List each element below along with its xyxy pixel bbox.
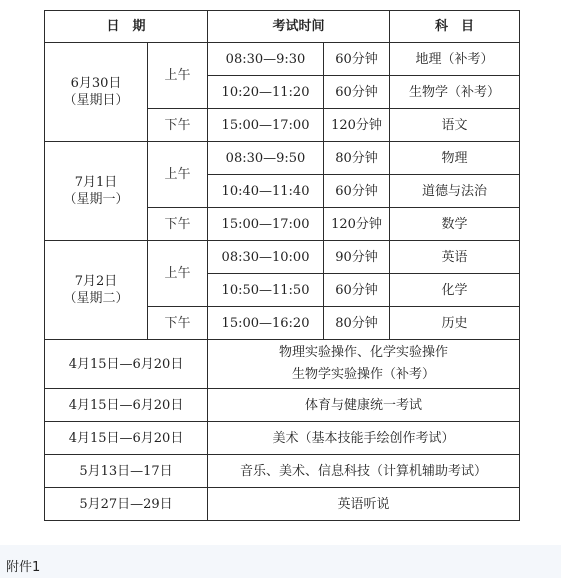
- exam-time: 15:00—17:00: [208, 109, 324, 142]
- table-row: [45, 488, 520, 521]
- table-row: [45, 389, 520, 422]
- exam-subject: 历史: [390, 307, 520, 340]
- exam-subject: 数学: [390, 208, 520, 241]
- exam-subject: 物理: [390, 142, 520, 175]
- table-row: [45, 241, 520, 274]
- exam-subject: 生物学（补考）: [390, 76, 520, 109]
- pm-label: 下午: [148, 208, 208, 241]
- exam-duration: 80分钟: [324, 142, 390, 175]
- exam-duration: 120分钟: [324, 109, 390, 142]
- special-range: 4月15日—6月20日: [45, 422, 208, 455]
- special-range: 4月15日—6月20日: [45, 340, 208, 389]
- day-weekday: （星期日）: [63, 93, 129, 108]
- exam-schedule-table: [44, 10, 520, 521]
- exam-time: 10:20—11:20: [208, 76, 324, 109]
- table-row: [45, 455, 520, 488]
- day-weekday: （星期二）: [63, 291, 129, 306]
- exam-duration: 90分钟: [324, 241, 390, 274]
- day-cell: [45, 142, 148, 241]
- day-date: 6月30日: [70, 76, 122, 91]
- exam-duration: 60分钟: [324, 274, 390, 307]
- exam-subject: 语文: [390, 109, 520, 142]
- exam-duration: 120分钟: [324, 208, 390, 241]
- exam-duration: 80分钟: [324, 307, 390, 340]
- day-weekday: （星期一）: [63, 192, 129, 207]
- am-label: 上午: [148, 241, 208, 307]
- exam-time: 08:30—9:50: [208, 142, 324, 175]
- am-label: 上午: [148, 142, 208, 208]
- exam-time: 10:40—11:40: [208, 175, 324, 208]
- exam-time: 15:00—16:20: [208, 307, 324, 340]
- table-row: [45, 142, 520, 175]
- pm-label: 下午: [148, 307, 208, 340]
- table-row: [45, 340, 520, 389]
- special-range: 5月13日—17日: [45, 455, 208, 488]
- header-row: [45, 11, 520, 43]
- day-cell: [45, 43, 148, 142]
- header-time: 考试时间: [208, 11, 390, 43]
- header-subject: 科 目: [390, 11, 520, 43]
- exam-subject: 英语: [390, 241, 520, 274]
- exam-subject: 道德与法治: [390, 175, 520, 208]
- exam-duration: 60分钟: [324, 76, 390, 109]
- day-cell: [45, 241, 148, 340]
- special-subject: 体育与健康统一考试: [208, 389, 520, 422]
- special-subject-line: 物理实验操作、化学实验操作: [279, 345, 449, 360]
- day-date: 7月1日: [74, 175, 118, 190]
- special-subject-line: 生物学实验操作（补考）: [292, 367, 436, 382]
- table-row: [45, 43, 520, 76]
- special-subject: 音乐、美术、信息科技（计算机辅助考试）: [208, 455, 520, 488]
- special-subject: 英语听说: [208, 488, 520, 521]
- exam-duration: 60分钟: [324, 175, 390, 208]
- exam-subject: 化学: [390, 274, 520, 307]
- exam-duration: 60分钟: [324, 43, 390, 76]
- exam-subject: 地理（补考）: [390, 43, 520, 76]
- special-range: 4月15日—6月20日: [45, 389, 208, 422]
- day-date: 7月2日: [74, 274, 118, 289]
- attachment-label: 附件1: [6, 560, 41, 575]
- header-date: 日 期: [45, 11, 208, 43]
- exam-time: 08:30—10:00: [208, 241, 324, 274]
- exam-time: 15:00—17:00: [208, 208, 324, 241]
- pm-label: 下午: [148, 109, 208, 142]
- special-range: 5月27日—29日: [45, 488, 208, 521]
- special-subject: 美术（基本技能手绘创作考试）: [208, 422, 520, 455]
- am-label: 上午: [148, 43, 208, 109]
- table-row: [45, 422, 520, 455]
- special-subject: [208, 340, 520, 389]
- exam-time: 08:30—9:30: [208, 43, 324, 76]
- exam-time: 10:50—11:50: [208, 274, 324, 307]
